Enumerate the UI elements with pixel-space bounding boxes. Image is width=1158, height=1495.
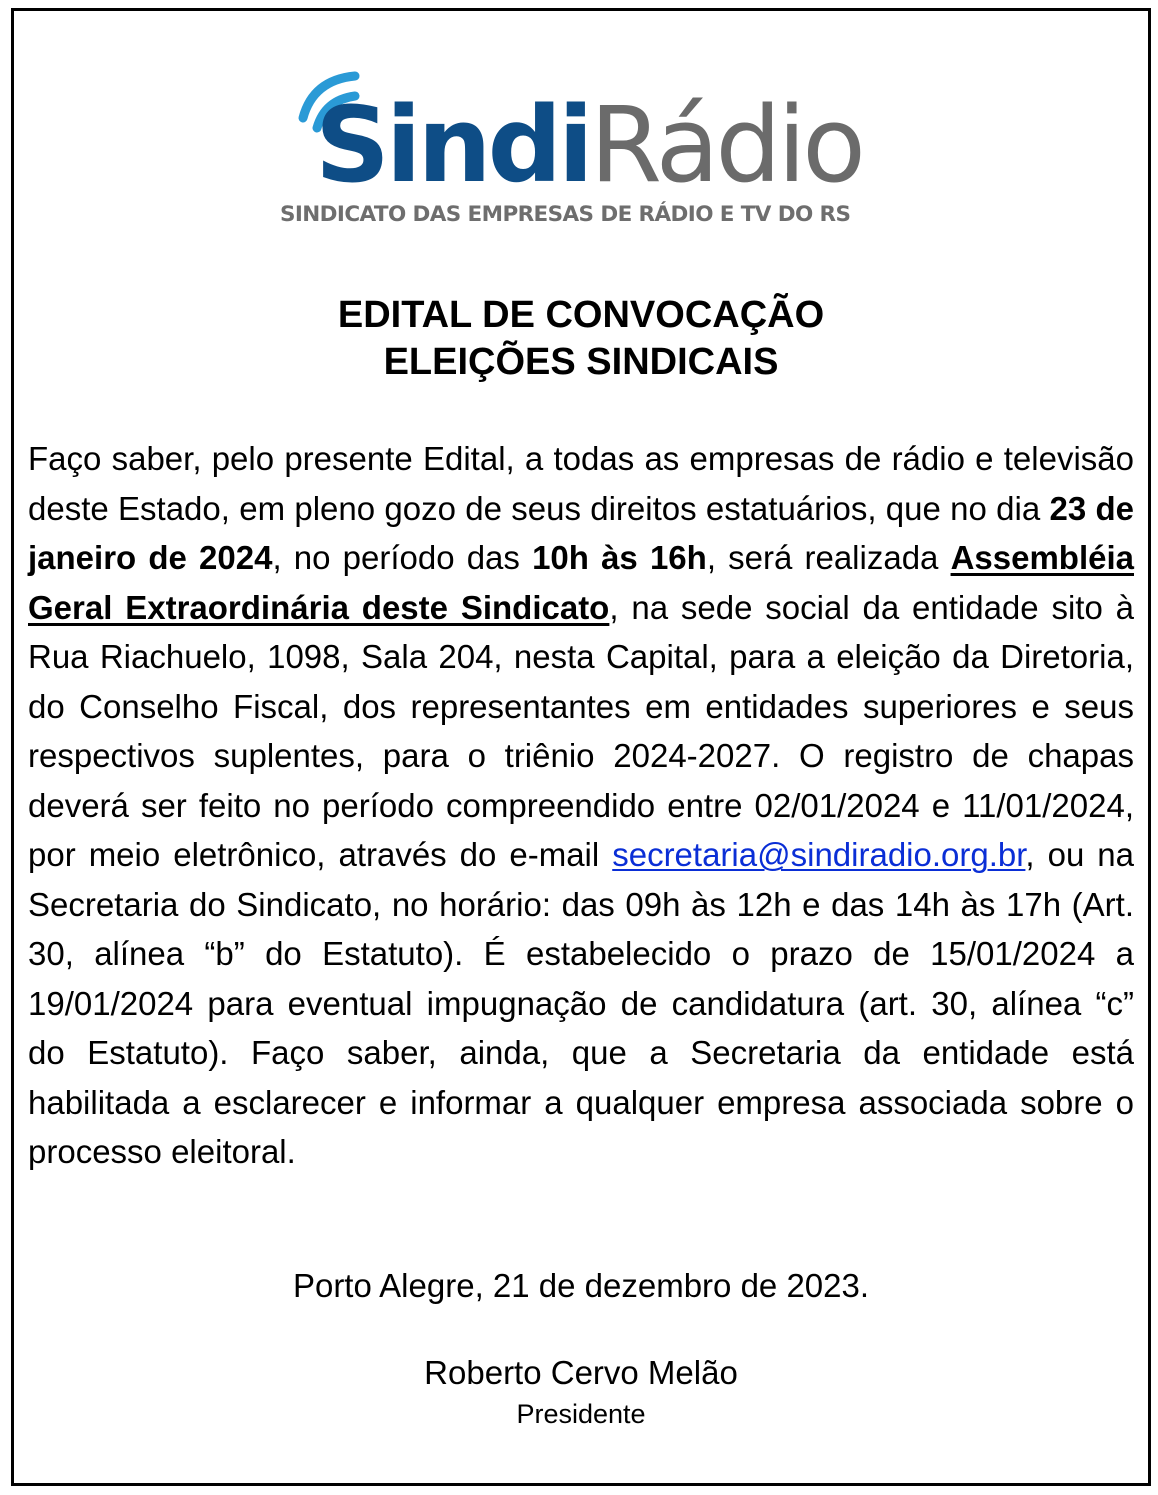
signer-name: Roberto Cervo Melão bbox=[424, 1354, 738, 1391]
body-text-segment: , será realizada bbox=[706, 539, 951, 576]
assembly-name: Assembléia Geral Extraordinária deste Sindicato bbox=[28, 539, 1134, 626]
election-hours: 10h às 16h bbox=[532, 539, 707, 576]
body-text-segment: , na sede social da entidade sito à Rua Riachuelo, 1098, Sala 204, nesta Capital, para a eleição da Diretoria, do Conselho Fiscal, dos representantes em entidades superiores e seus respectivos suplentes, para o triênio 2024-2027. O registro de chapas deverá ser feito no período compreendido entre 02/01/2024 e 11/01/2024, por meio eletrônico, através do e-mail bbox=[28, 588, 1134, 873]
logo-wordmark bbox=[315, 84, 862, 206]
signer-role: Presidente bbox=[516, 1399, 646, 1429]
sindiradio-logo bbox=[275, 68, 885, 238]
body-text-segment: Faço saber, pelo presente Edital, a todas as empresas de rádio e televisão deste Estado, em pleno gozo de seus direitos estatuários, que no dia bbox=[28, 440, 1134, 527]
document-title bbox=[14, 292, 1148, 386]
edital-body-paragraph bbox=[28, 434, 1134, 1177]
place-and-date: Porto Alegre, 21 de dezembro de 2023. bbox=[292, 1267, 870, 1304]
logo-word-radio: Rádio bbox=[589, 84, 862, 206]
title-line-2: ELEIÇÕES SINDICAIS bbox=[383, 341, 779, 383]
body-text-segment: , ou na Secretaria do Sindicato, no horário: das 09h às 12h e das 14h às 17h (Art. 30, alínea “b” do Estatuto). É estabelecido o prazo de 15/01/2024 a 19/01/2024 para eventual impugnação de candidatura (art. 30, alínea “c” do Estatuto). Faço saber, ainda, que a Secretaria da entidade está habilitada a esclarecer e informar a qualquer empresa associada sobre o processo eleitoral. bbox=[28, 836, 1134, 1170]
logo-tagline: SINDICATO DAS EMPRESAS DE RÁDIO E TV DO RS bbox=[280, 202, 851, 227]
logo-word-sindi: Sindi bbox=[315, 84, 590, 206]
title-line-1: EDITAL DE CONVOCAÇÃO bbox=[337, 294, 825, 336]
email-link[interactable]: secretaria@sindiradio.org.br bbox=[612, 836, 1026, 873]
election-date: 23 de janeiro de 2024 bbox=[28, 489, 1134, 576]
body-text-segment: , no período das bbox=[272, 539, 533, 576]
